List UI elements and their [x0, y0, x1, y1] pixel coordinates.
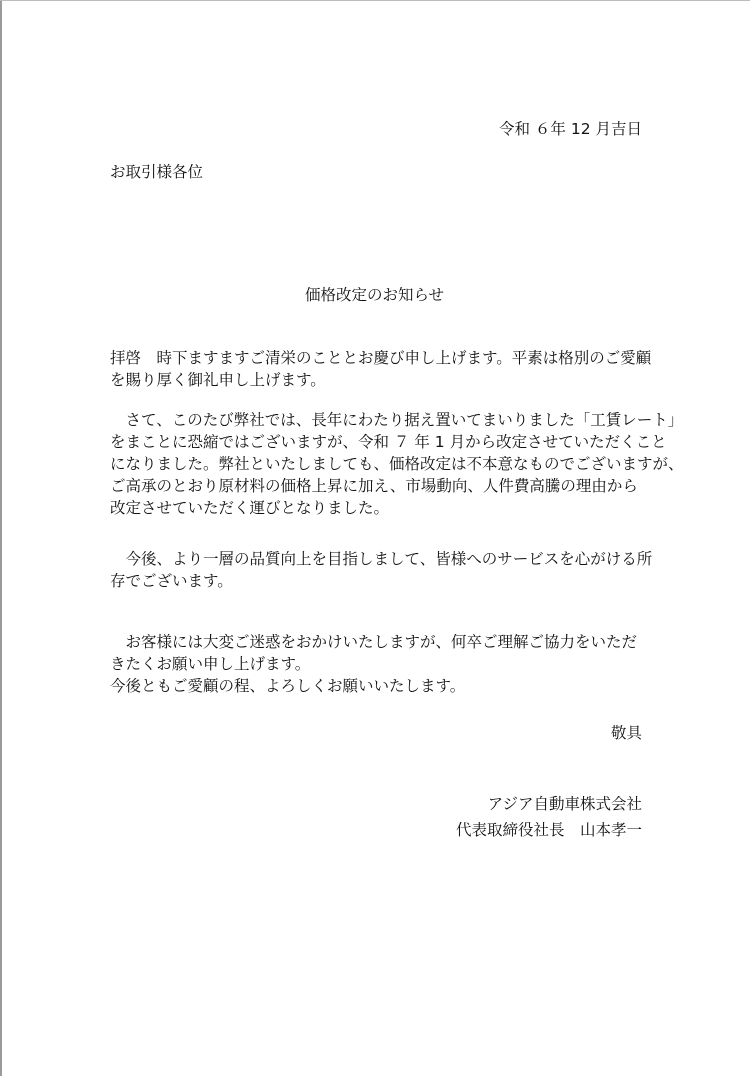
text-line: 今後ともご愛顧の程、よろしくお願いいたします。: [110, 677, 466, 695]
addressee: お取引様各位: [110, 163, 204, 181]
letter-title: 価格改定のお知らせ: [305, 286, 445, 304]
signatory: 代表取締役社長 山本孝一: [455, 821, 642, 839]
text-line: さて、このたび弊社では、長年にわたり据え置いてまいりました「工賃レート」: [110, 411, 684, 429]
text-line: 存でございます。: [110, 572, 233, 590]
text-line: を賜り厚く御礼申し上げます。: [110, 371, 326, 389]
letter-date: 令和 ６年 12 月吉日: [498, 120, 642, 138]
scan-edge-left: [0, 0, 2, 1076]
text-line: ご高承のとおり原材料の価格上昇に加え、市場動向、人件費高騰の理由から: [110, 477, 638, 495]
text-line: になりました。弊社といたしましても、価格改定は不本意なものでございますが、: [110, 455, 684, 473]
company-name: アジア自動車株式会社: [487, 795, 642, 813]
text-line: きたくお願い申し上げます。: [110, 655, 311, 673]
text-line: お客様には大変ご迷惑をおかけいたしますが、何卒ご理解ご協力をいただ: [110, 633, 638, 651]
text-line: 拝啓 時下ますますご清栄のこととお慶び申し上げます。平素は格別のご愛顧: [110, 349, 652, 367]
text-line: 改定させていただく運びとなりました。: [110, 499, 390, 517]
text-line: 今後、より一層の品質向上を目指しまして、皆様へのサービスを心がける所: [110, 550, 653, 568]
text-line: をまことに恐縮ではございますが、令和 ７ 年 1 月から改定させていただくこと: [110, 433, 667, 451]
paragraph-apology: [110, 631, 637, 697]
paragraph-price-change: [110, 409, 684, 519]
scan-edge-top: [0, 0, 750, 1]
greeting-paragraph: [110, 347, 651, 391]
closing-keigu: 敬具: [610, 724, 642, 742]
paragraph-quality: [110, 548, 652, 592]
